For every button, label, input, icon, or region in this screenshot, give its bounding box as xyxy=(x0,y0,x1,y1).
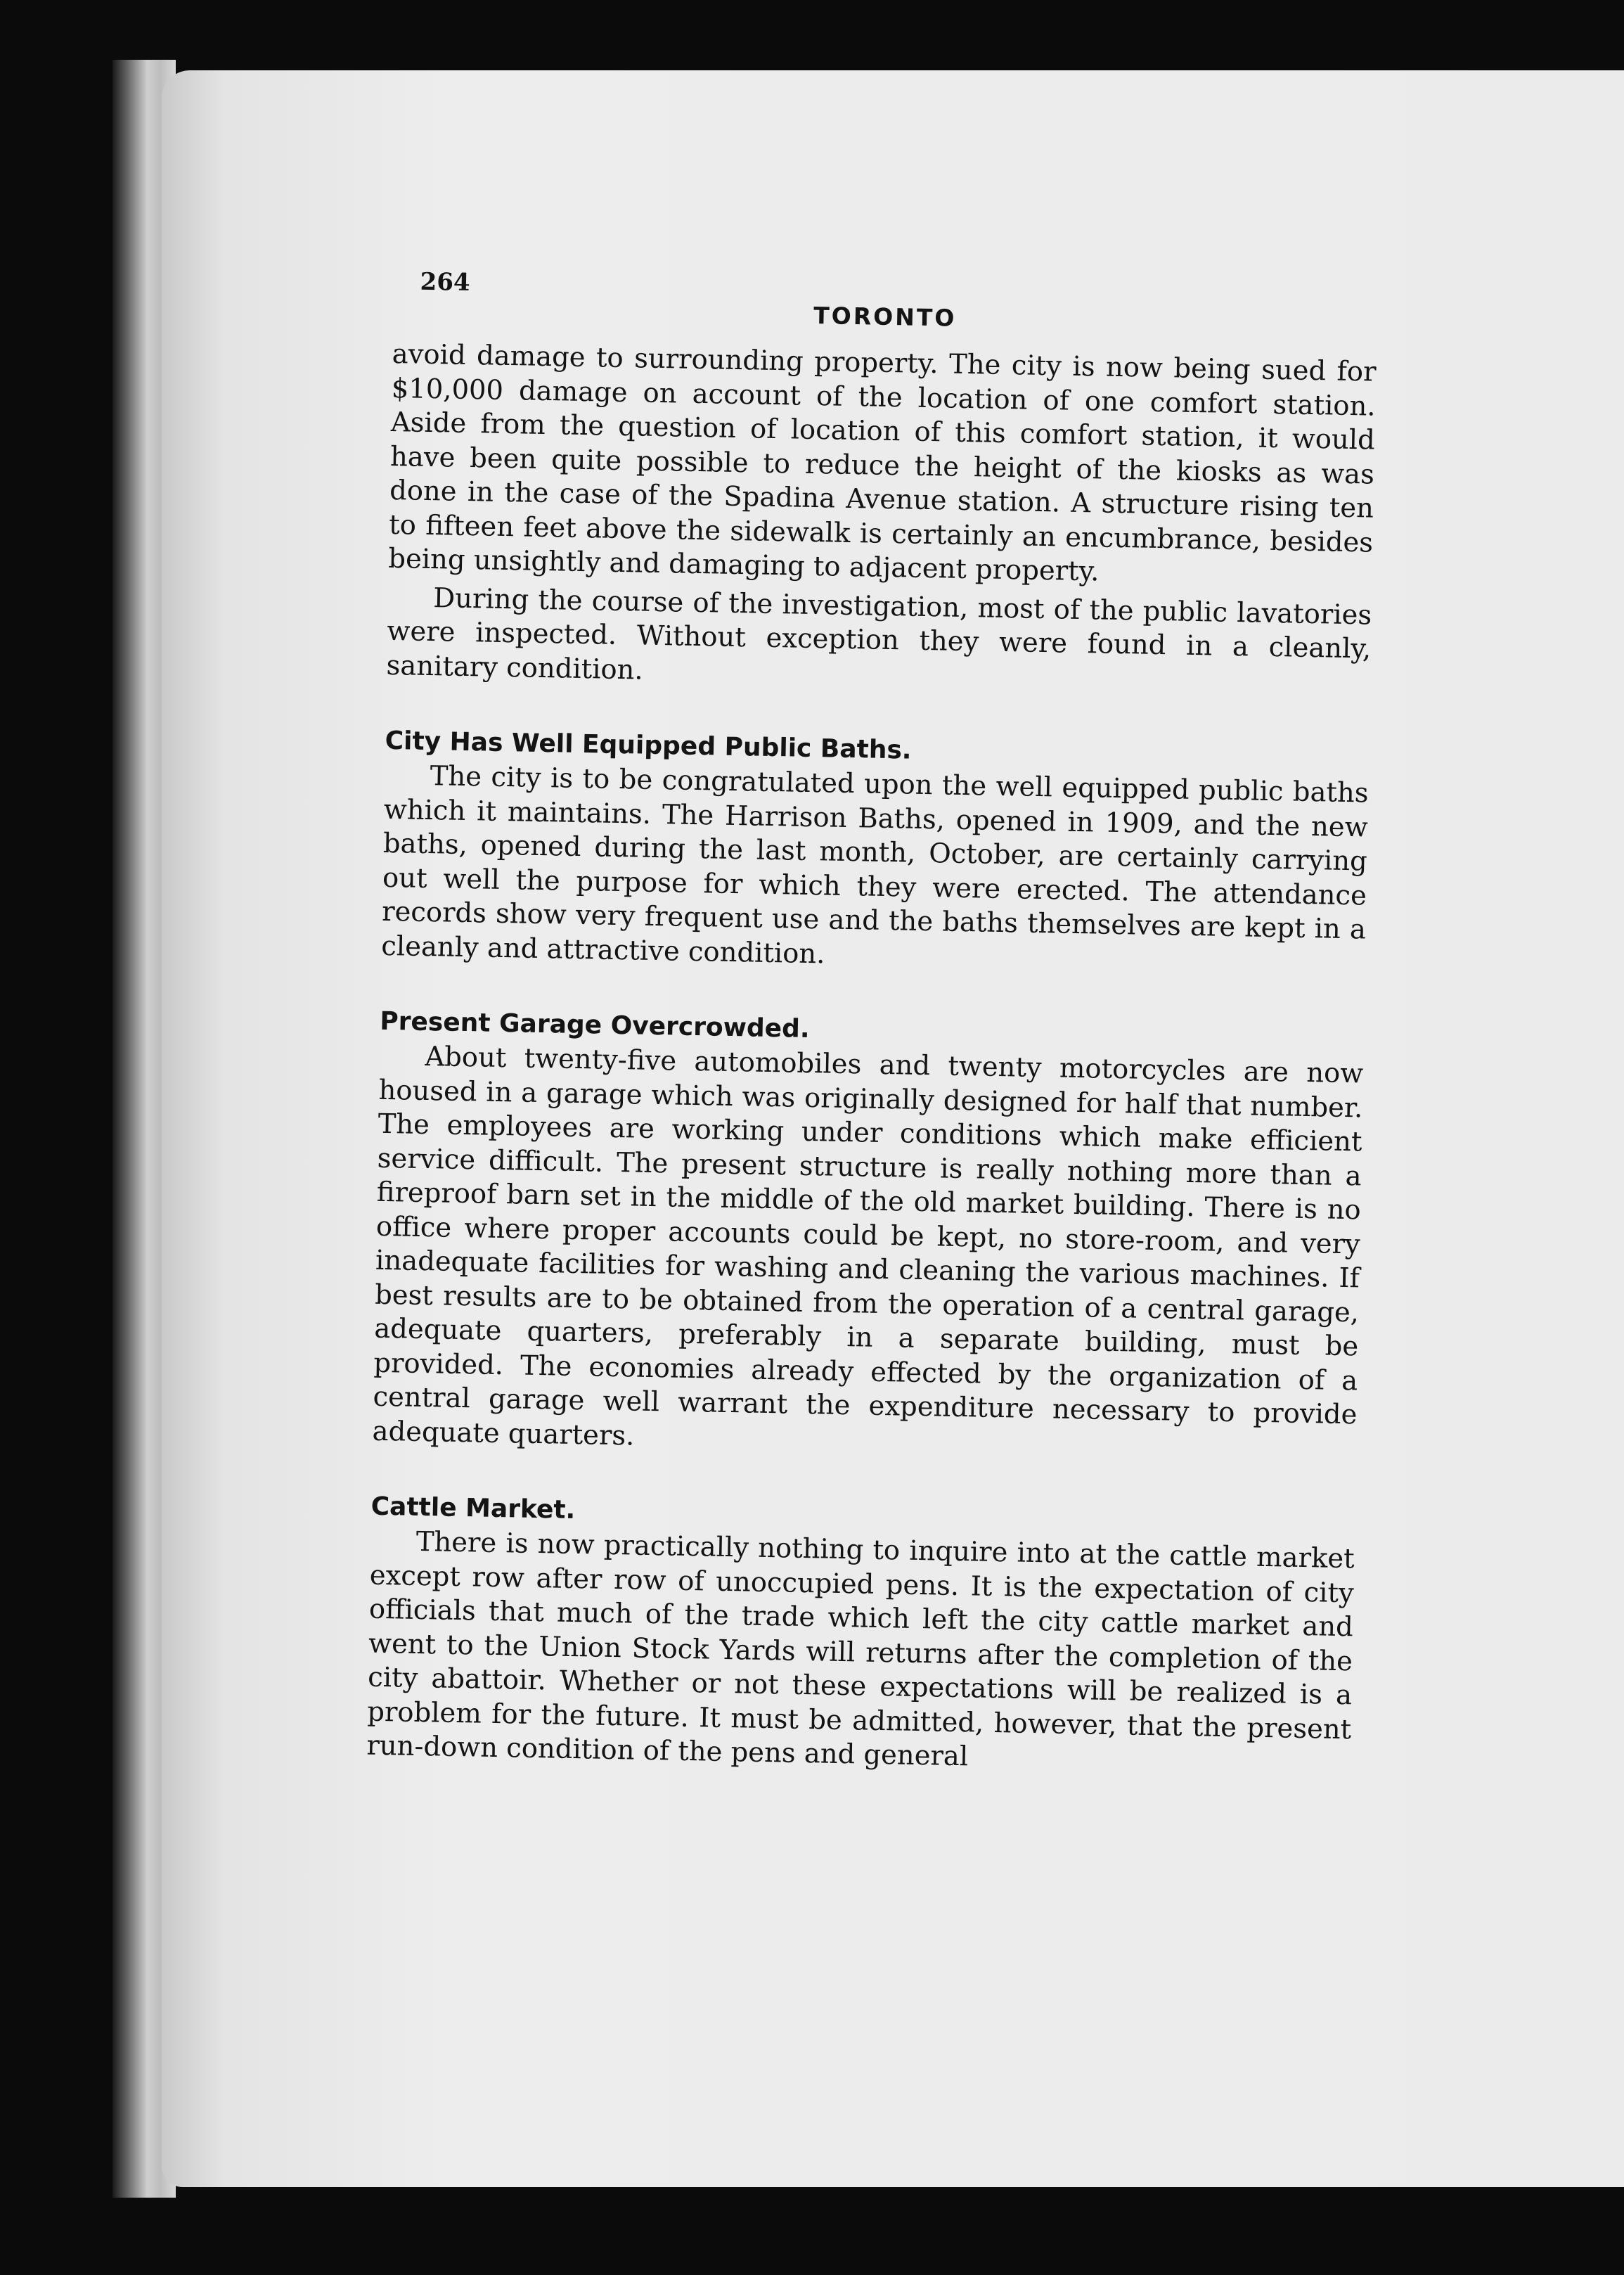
paragraph-garage: About twenty-five automobiles and twenty motorcycles are now housed in a garage which was originally designed for half that number. The employees are working under conditions which make efficient service difficult. The present structure is really nothing more than a fireproof barn set in the middle of the old market building. There is no office where proper accounts could be kept, no store-room, and very inadequate facilities for washing and cleaning the various machines. If best results are to be obtained from the operation of a central garage, adequate quarters, preferably in a separate building, must be provided. The economies already effected by the organization of a central garage well warrant the expenditure necessary to provide adequate quarters. xyxy=(372,1041,1364,1452)
paragraph-public-baths: The city is to be congratulated upon the well equipped public baths which it maintains. The Harrison Baths, opened in 1909, and the new baths, opened during the last month, October, are certainly carrying out well the purpose for which they were erected. The attendance records show very frequent use and the baths themselves are kept in a cleanly and attractive condition. xyxy=(380,760,1369,970)
page-body xyxy=(366,338,1377,1781)
paragraph-lavatories: During the course of the investigation, most of the public lavatories were inspected. Without exception they were found in a cleanly, sanitary condition. xyxy=(386,582,1372,686)
running-head: TORONTO xyxy=(813,301,957,332)
heading-cattle-market: Cattle Market. xyxy=(370,1492,576,1525)
page-number: 264 xyxy=(420,267,470,297)
heading-public-baths: City Has Well Equipped Public Baths. xyxy=(385,726,912,765)
heading-garage: Present Garage Overcrowded. xyxy=(379,1006,810,1044)
paragraph-cattle-market: There is now practically nothing to inquire into at the cattle market except row after row of unoccupied pens. It is the expectation of city officials that much of the trade which left the city cattle market and went to the Union Stock Yards will returns after the completion of the city abattoir. Whether or not these expectations will be realized is a problem for the future. It must be admitted, however, that the present run-down condition of the pens and general xyxy=(366,1525,1355,1773)
paragraph-damage-continued: avoid damage to surrounding property. The city is now being sued for $10,000 damage on account of the location of one comfort station. Aside from the question of location of this comfort station, it would have been quite possible to reduce the height of the kiosks as was done in the case of the Spadina Avenue station. A structure rising ten to fifteen feet above the sidewalk is certainly an encumbrance, besides being unsightly and damaging to adjacent property. xyxy=(387,338,1377,588)
